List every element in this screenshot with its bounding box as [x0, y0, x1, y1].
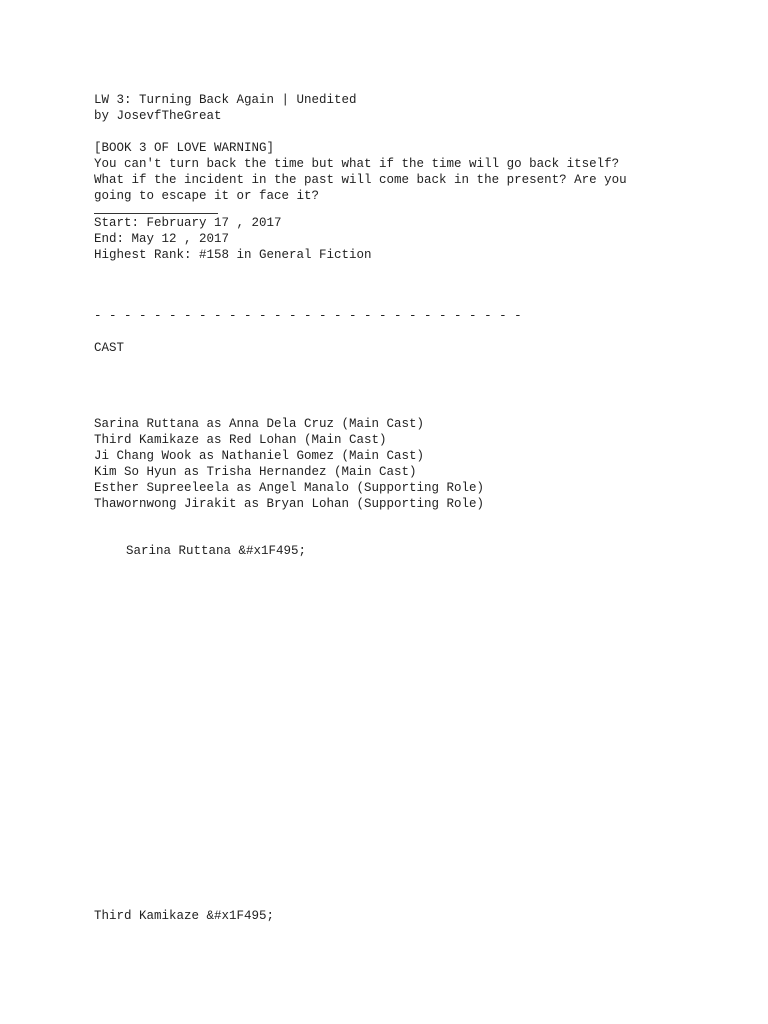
blurb-line: You can't turn back the time but what if the time will go back itself?: [94, 157, 620, 171]
photo-caption: Third Kamikaze &#x1F495;: [94, 909, 275, 923]
start-date: Start: February 17 , 2017: [94, 216, 282, 230]
story-author: by JosevfTheGreat: [94, 109, 222, 123]
cast-list-item: Thawornwong Jirakit as Bryan Lohan (Supporting Role): [94, 497, 485, 511]
blurb-line: going to escape it or face it?: [94, 189, 320, 203]
cast-list-item: Third Kamikaze as Red Lohan (Main Cast): [94, 433, 387, 447]
separator-rule: [94, 213, 218, 214]
cast-list-item: Ji Chang Wook as Nathaniel Gomez (Main Cast): [94, 449, 425, 463]
story-title: LW 3: Turning Back Again | Unedited: [94, 93, 357, 107]
cast-list-item: Esther Supreeleela as Angel Manalo (Supporting Role): [94, 481, 485, 495]
dashed-divider: - - - - - - - - - - - - - - - - - - - - - - - - - - - - -: [94, 309, 522, 323]
cast-list-item: Sarina Ruttana as Anna Dela Cruz (Main Cast): [94, 417, 425, 431]
highest-rank: Highest Rank: #158 in General Fiction: [94, 248, 372, 262]
photo-caption: Sarina Ruttana &#x1F495;: [126, 544, 307, 558]
book-tag: [BOOK 3 OF LOVE WARNING]: [94, 141, 275, 155]
end-date: End: May 12 , 2017: [94, 232, 230, 246]
blurb-line: What if the incident in the past will come back in the present? Are you: [94, 173, 627, 187]
cast-heading: CAST: [94, 341, 125, 355]
cast-list-item: Kim So Hyun as Trisha Hernandez (Main Cast): [94, 465, 417, 479]
